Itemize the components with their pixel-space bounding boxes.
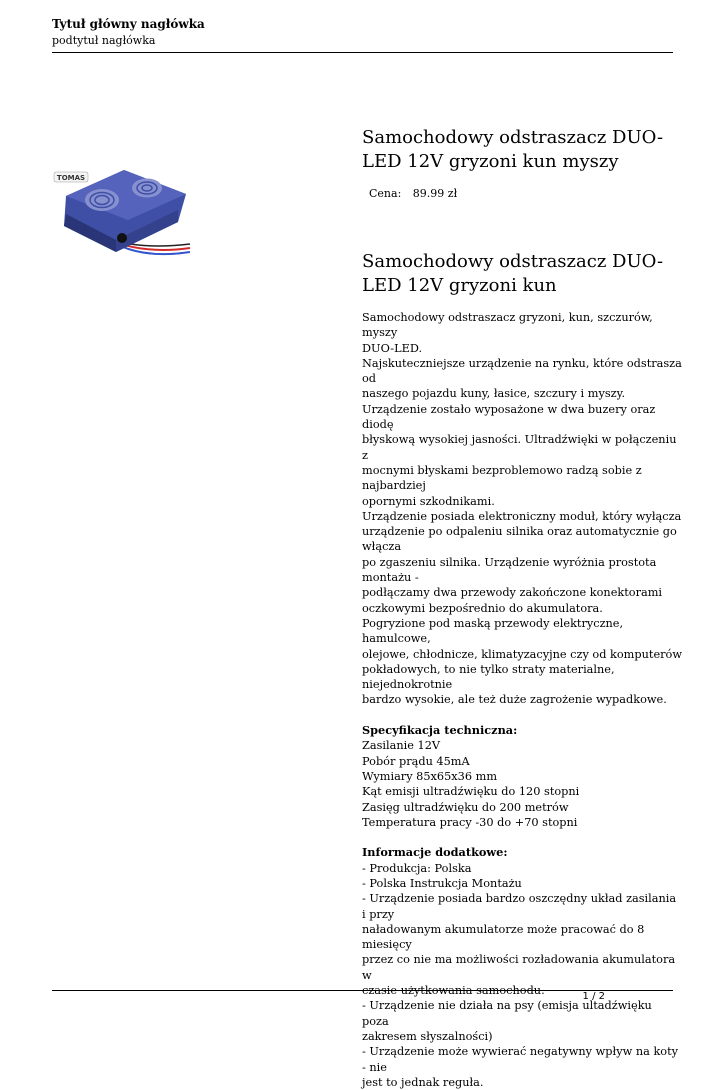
info-line: - Urządzenie posiada bardzo oszczędny układ zasilania i przy [362,892,677,921]
product-heading: Samochodowy odstraszacz DUO-LED 12V gryzoni kun [362,251,664,296]
info-line: naładowanym akumulatorze może pracować do 8 miesięcy [362,922,645,952]
spec-item: Zasięg ultradźwięku do 200 metrów [362,800,569,814]
header-title: Tytuł główny nagłówka [52,17,205,31]
description-line: po zgaszeniu silnika. Urządzenie wyróżnia prostota montażu - [362,555,657,585]
spec-item: Kąt emisji ultradźwięku do 120 stopni [362,785,580,799]
product-title: Samochodowy odstraszacz DUO-LED 12V gryzoni kun myszy [362,127,664,172]
description-line: oczkowymi bezpośrednio do akumulatora. [362,601,603,615]
info-line: czasie użytkowania samochodu. [362,984,545,998]
logo-text: TOMAS [56,174,86,182]
price-value: 89.99 zł [412,187,458,200]
description-line: urządzenie po odpaleniu silnika oraz automatycznie go włącza [362,525,677,554]
description-line: Pogryzione pod maską przewody elektryczne, hamulcowe, [362,616,624,646]
spec-item: Zasilanie 12V [362,739,441,753]
info-line: przez co nie ma możliwości rozładowania akumulatora w [362,953,676,982]
info-line: - Urządzenie może wywierać negatywny wpływ na koty - nie [362,1045,679,1074]
info-line: - Polska Instrukcja Montażu [362,876,522,890]
description-line: Samochodowy odstraszacz gryzoni, kun, szczurów, myszy [362,311,653,340]
specs-heading: Specyfikacja techniczna: [362,723,518,738]
description-line: podłączamy dwa przewody zakończone konektorami [362,586,663,600]
info-line: zakresem słyszalności) [362,1029,493,1043]
description-line: olejowe, chłodnicze, klimatyzacyjne czy od komputerów [362,647,683,661]
description-line: mocnymi błyskami bezproblemowo radzą sobie z najbardziej [362,463,642,493]
description-line: DUO-LED. [362,341,423,355]
info-heading: Informacje dodatkowe: [362,845,508,860]
footer-divider [52,990,673,991]
info-line: - Urządzenie nie działa na psy (emisja ultadźwięku poza [362,999,652,1028]
product-description [362,310,682,1090]
info-line: jest to jednak reguła. [362,1075,484,1089]
price-row [369,187,457,200]
description-line: błyskową wysokiej jasności. Ultradźwięki w połączeniu z [362,433,677,462]
description-line: pokładowych, to nie tylko straty materialne, niejednokrotnie [362,662,615,692]
description-line: Najskuteczniejsze urządzenie na rynku, które odstrasza od [362,356,682,386]
description-line: Urządzenie zostało wyposażone w dwa buzery oraz diodę [362,402,656,432]
page-number: 1 / 2 [582,991,605,1002]
product-image [52,160,192,260]
description-line: Urządzenie posiada elektroniczny moduł, który wyłącza [362,509,682,523]
description-line: bardzo wysokie, ale też duże zagrożenie wypadkowe. [362,693,667,707]
spec-item: Pobór prądu 45mA [362,754,470,768]
spec-item: Wymiary 85x65x36 mm [362,769,498,783]
description-line: opornymi szkodnikami. [362,494,495,508]
spec-item: Temperatura pracy -30 do +70 stopni [362,815,578,829]
description-line: naszego pojazdu kuny, łasice, szczury i myszy. [362,387,626,401]
header-subtitle: podtytuł nagłówka [52,34,156,47]
info-line: - Produkcja: Polska [362,861,472,875]
header-divider [52,52,673,53]
price-label: Cena: [369,187,402,200]
